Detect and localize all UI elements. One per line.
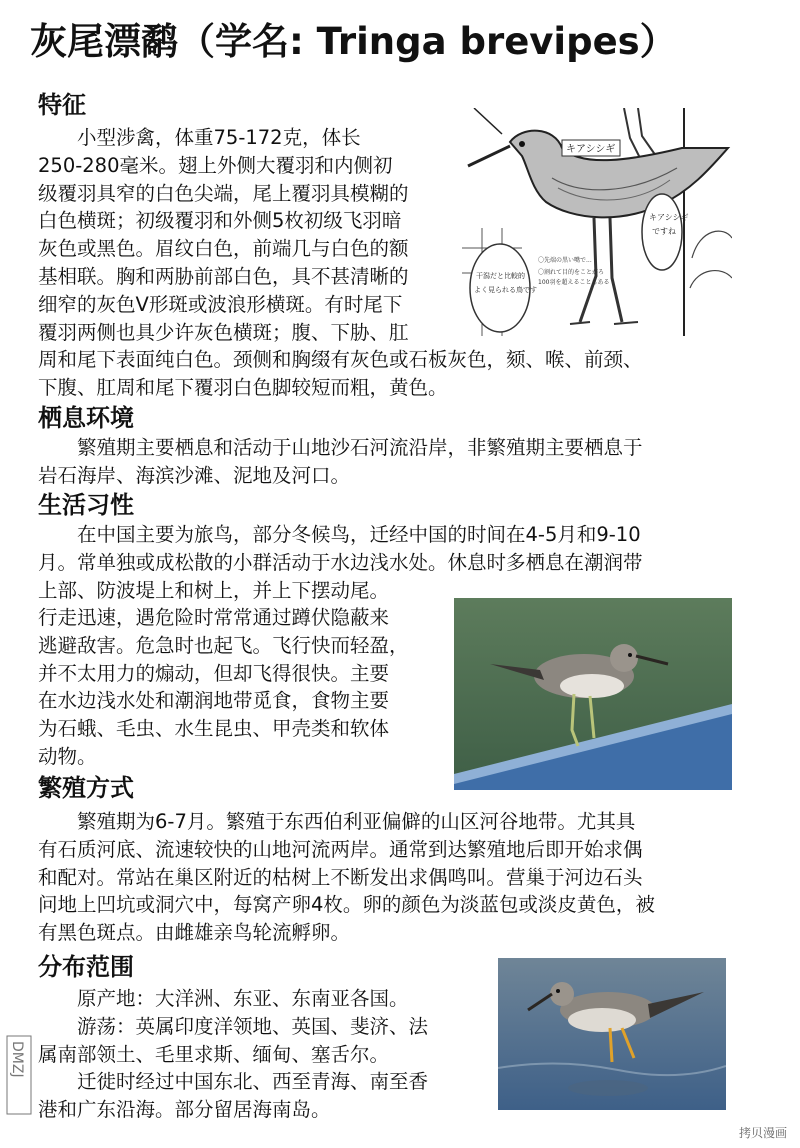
heading-features: 特征: [38, 91, 86, 119]
text-line: 动物。: [38, 744, 97, 768]
text-line: 问地上凹坑或洞穴中，每窝产卵4枚。卵的颜色为淡蓝包或淡皮黄色，被: [38, 893, 655, 917]
sketch-bird-image: [462, 108, 732, 336]
heading-habitat: 栖息环境: [38, 404, 134, 432]
heading-habits: 生活习性: [38, 491, 134, 519]
text-line: 和配对。常站在巢区附近的枯树上不断发出求偶鸣叫。营巢于河边石头: [38, 865, 643, 889]
text-line: 下腹、肛周和尾下覆羽白色脚较短而粗，黄色。: [38, 376, 448, 400]
watermark-logo-icon: [6, 1035, 32, 1115]
text-line: 属南部领土、毛里求斯、缅甸、塞舌尔。: [38, 1042, 390, 1066]
text-line: 小型涉禽，体重75-172克，体长: [38, 126, 361, 149]
distribution-text: [38, 985, 493, 1124]
habits-text-full: [38, 521, 763, 604]
text-line: 有黑色斑点。由雌雄亲鸟轮流孵卵。: [38, 921, 351, 945]
text-line: 月。常单独或成松散的小群活动于水边浅水处。休息时多栖息在潮润带: [38, 550, 643, 574]
text-line: 有石质河底、流速较快的山地河流两岸。通常到达繁殖地后即开始求偶: [38, 837, 643, 861]
bird-photo-ledge: [454, 598, 732, 790]
watermark-side-logo: [6, 1035, 32, 1115]
habitat-text: [38, 434, 763, 490]
text-line: 迁徙时经过中国东北、西至青海、南至香: [38, 1070, 429, 1094]
text-line: 覆羽两侧也具少许灰色横斑；腹、下胁、肛: [38, 320, 409, 344]
text-line: 上部、防波堤上和树上，并上下摆动尾。: [38, 578, 390, 602]
text-line: 在水边浅水处和潮润地带觅食，食物主要: [38, 689, 390, 713]
bird-photo-water: [498, 958, 726, 1110]
text-line: 并不太用力的煽动，但却飞得很快。主要: [38, 661, 390, 685]
heading-distribution: 分布范围: [38, 953, 134, 981]
text-line: 细窄的灰色V形斑或波浪形横斑。有时尾下: [38, 292, 403, 316]
page-title: 灰尾漂鹬（学名: Tringa brevipes）: [30, 20, 677, 63]
text-line: 为石蛾、毛虫、水生昆虫、甲壳类和软体: [38, 717, 390, 741]
text-line: 250-280毫米。翅上外侧大覆羽和内侧初: [38, 153, 393, 177]
bubble-left-line: よく見られる鳥です: [474, 286, 537, 294]
habits-text-narrow: [38, 604, 448, 771]
text-line: 游荡：英属印度洋领地、英国、斐济、法: [38, 1014, 429, 1038]
text-line: 港和广东沿海。部分留居海南岛。: [38, 1098, 331, 1122]
watermark-corner: 拷贝漫画: [736, 1123, 790, 1142]
watermark-side-text: DMZJ: [9, 1041, 25, 1078]
text-line: 基相联。胸和两胁前部白色，具不甚清晰的: [38, 264, 409, 288]
manga-note: 100羽を超えることもある: [538, 279, 610, 286]
breeding-text: [38, 808, 763, 947]
text-line: 繁殖期主要栖息和活动于山地沙石河流沿岸，非繁殖期主要栖息于: [38, 436, 643, 459]
manga-tag: キアシシギ: [566, 144, 616, 155]
text-line: 周和尾下表面纯白色。颈侧和胸缀有灰色或石板灰色，颏、喉、前颈、: [38, 348, 643, 372]
text-line: 级覆羽具窄的白色尖端，尾上覆羽具模糊的: [38, 181, 409, 205]
manga-illustration: [462, 108, 732, 336]
text-line: 岩石海岸、海滨沙滩、泥地及河口。: [38, 463, 351, 487]
text-line: 繁殖期为6-7月。繁殖于东西伯利亚偏僻的山区河谷地带。尤其具: [38, 810, 636, 833]
manga-note: 〇割れて目的をことがろ: [538, 269, 605, 276]
text-line: 在中国主要为旅鸟，部分冬候鸟，迁经中国的时间在4-5月和9-10: [38, 523, 641, 546]
bird-photo-ledge-image: [454, 598, 732, 790]
bubble-right-line: ですね: [652, 227, 676, 236]
bubble-right-line: キアシシギ: [649, 213, 689, 222]
text-line: 灰色或黑色。眉纹白色，前端几与白色的额: [38, 237, 409, 261]
text-line: 逃避敌害。危急时也起飞。飞行快而轻盈，: [38, 633, 409, 657]
text-line: 行走迅速，遇危险时常常通过蹲伏隐蔽来: [38, 606, 390, 629]
heading-breeding: 繁殖方式: [38, 774, 134, 802]
text-line: 白色横斑；初级覆羽和外侧5枚初级飞羽暗: [38, 209, 402, 233]
manga-note: 〇先端の黒い嘴で...: [538, 257, 592, 264]
bird-photo-water-image: [498, 958, 726, 1110]
text-line: 原产地：大洋洲、东亚、东南亚各国。: [38, 987, 409, 1010]
bubble-left-line: 干潟だと比較的: [476, 272, 525, 280]
